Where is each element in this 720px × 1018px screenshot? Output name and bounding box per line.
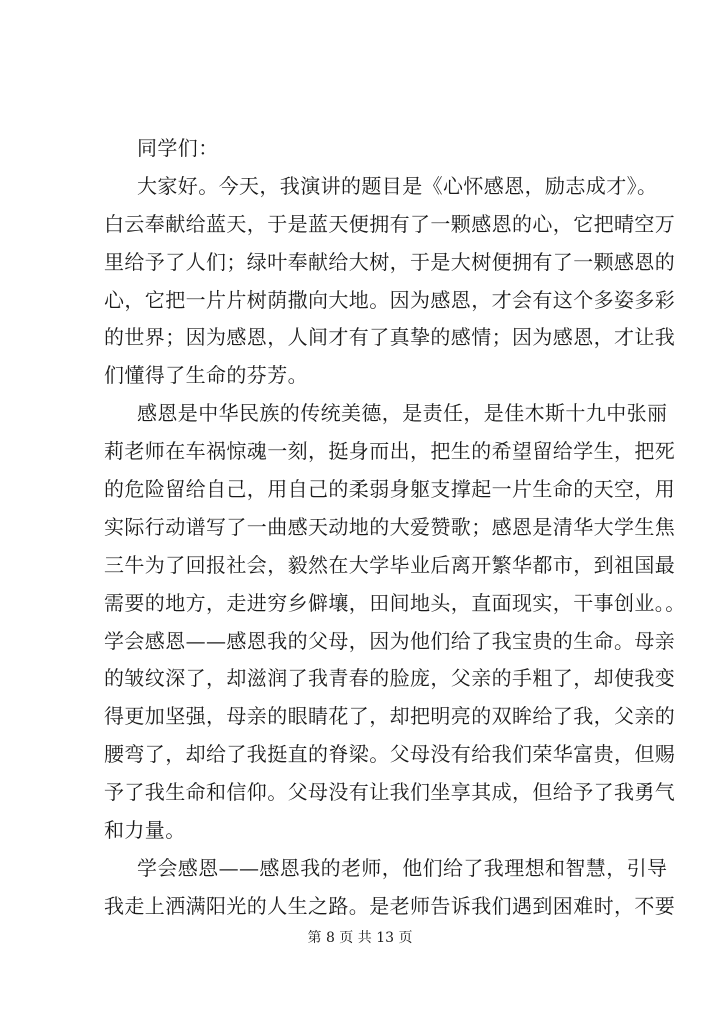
text-line: 里给予了人们；绿叶奉献给大树，于是大树便拥有了一颗感恩的 [104,249,676,274]
text-line: 需要的地方，走进穷乡僻壤，田间地头，直面现实，干事创业。。 [104,590,686,615]
text-line: 和力量。 [104,818,186,843]
text-line: 感恩是中华民族的传统美德，是责任，是佳木斯十九中张丽 [137,401,668,426]
text-line: 学会感恩——感恩我的老师，他们给了我理想和智慧，引导 [137,855,668,880]
text-line: 学会感恩——感恩我的父母，因为他们给了我宝贵的生命。母亲 [104,628,676,653]
text-line: 白云奉献给蓝天，于是蓝天便拥有了一颗感恩的心，它把晴空万 [104,211,676,236]
salutation-line: 同学们： [137,136,219,160]
text-line: 腰弯了，却给了我挺直的脊梁。父母没有给我们荣华富贵，但赐 [104,742,676,767]
text-line: 大家好。今天，我演讲的题目是《心怀感恩，励志成才》。 [137,173,658,198]
text-line: 的世界；因为感恩，人间才有了真挚的感情；因为感恩，才让我 [104,325,676,350]
document-body [104,130,686,926]
text-line: 莉老师在车祸惊魂一刻，挺身而出，把生的希望留给学生，把死 [104,439,676,464]
text-line: 予了我生命和信仰。父母没有让我们坐享其成，但给予了我勇气 [104,780,676,805]
text-line: 心，它把一片片树荫撒向大地。因为感恩，才会有这个多姿多彩 [104,287,676,312]
text-line: 我走上洒满阳光的人生之路。是老师告诉我们遇到困难时，不要 [104,893,676,918]
text-line: 的皱纹深了，却滋润了我青春的脸庞，父亲的手粗了，却使我变 [104,666,676,691]
text-line: 得更加坚强，母亲的眼睛花了，却把明亮的双眸给了我，父亲的 [104,704,676,729]
text-line: 的危险留给自己，用自己的柔弱身躯支撑起一片生命的天空，用 [104,477,676,502]
text-line: 实际行动谱写了一曲感天动地的大爱赞歌；感恩是清华大学生焦 [104,514,676,539]
text-line: 们懂得了生命的芬芳。 [104,363,308,388]
page-number-footer: 第 8 页 共 13 页 [307,930,413,946]
text-line: 三牛为了回报社会，毅然在大学毕业后离开繁华都市，到祖国最 [104,552,676,577]
